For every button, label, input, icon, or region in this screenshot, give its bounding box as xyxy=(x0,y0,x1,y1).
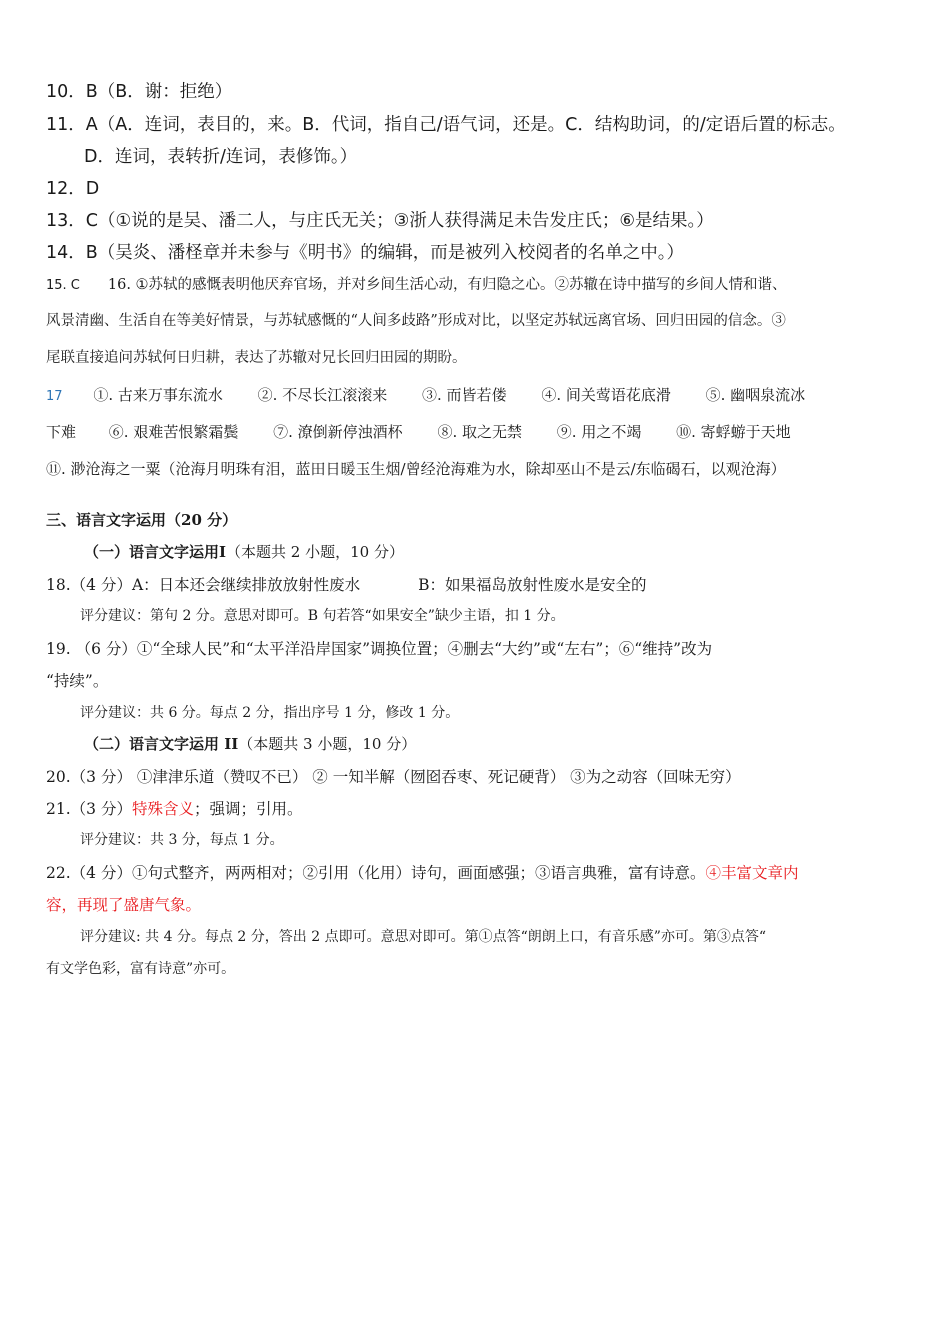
answer-19-line1: 19. （6 分）①“全球人民”和“太平洋沿岸国家”调换位置；④删去“大约”或“左右”；⑥“维持”改为 xyxy=(46,640,713,658)
answer-22-line1 xyxy=(46,861,798,883)
part1-title: （一）语言文字运用Ⅰ xyxy=(84,543,227,561)
answer-13: 13．C（①说的是吴、潘二人，与庄氏无关；③浙人获得满足未告发庄氏；⑥是结果。） xyxy=(46,211,714,231)
answer-22-note-line1: 评分建议: 共 4 分。每点 2 分，答出 2 点即可。意思对即可。第①点答“朗朗上口，有音乐感”亦可。第③点答“ xyxy=(80,929,767,945)
answer-21-rest: ；强调；引用。 xyxy=(193,800,303,818)
answer-17-line1 xyxy=(46,384,805,405)
answer-17-item: ⑤. 幽咽泉流冰 xyxy=(705,386,806,404)
answer-14: 14．B（吴炎、潘柽章并未参与《明书》的编辑，而是被列入校阅者的名单之中。） xyxy=(46,243,685,263)
answer-17-item: ⑨. 用之不竭 xyxy=(556,423,642,441)
answer-17-item: ⑥. 艰难苦恨繁霜鬓 xyxy=(108,423,239,441)
answer-17-item: ⑦. 潦倒新停浊酒杯 xyxy=(273,423,403,441)
answer-17-item: ⑩. 寄蜉蝣于天地 xyxy=(676,423,791,441)
answer-17-item: ⑧. 取之无禁 xyxy=(437,423,522,441)
answer-22-highlight: ④丰富文章内 xyxy=(705,864,799,882)
answer-21-prefix: 21.（3 分） xyxy=(46,800,132,818)
answer-16-line2: 风景清幽、生活自在等美好情景，与苏轼感慨的“人间多歧路”形成对比，以坚定苏轼远离官场、回归田园的信念。③ xyxy=(46,313,786,329)
answer-21-note: 评分建议：共 3 分，每点 1 分。 xyxy=(80,832,284,848)
answer-15: 15. C xyxy=(46,278,80,293)
section-3-part1-heading xyxy=(84,541,404,562)
answer-11-line1: 11．A（A．连词，表目的，来。B．代词，指自己/语气词，还是。C．结构助词，的/定语后置的标志。 xyxy=(46,115,846,135)
answer-12: 12．D xyxy=(46,179,100,199)
answer-18-a: 18.（4 分）A：日本还会继续排放放射性废水 xyxy=(46,576,361,594)
answer-17-line2 xyxy=(46,421,791,442)
answer-22-line2: 容，再现了盛唐气象。 xyxy=(46,896,202,914)
answer-20: 20.（3 分） ①津津乐道（赞叹不已） ② 一知半解（囫囵吞枣、死记硬背） ③为之动容（回味无穷） xyxy=(46,768,741,786)
answer-21 xyxy=(46,797,302,819)
part1-subtitle: （本题共 2 小题，10 分） xyxy=(226,543,404,561)
answer-19-line2: “持续”。 xyxy=(46,672,109,690)
part2-subtitle: （本题共 3 小题，10 分） xyxy=(238,735,417,753)
answer-17-item: ①. 古来万事东流水 xyxy=(93,386,223,404)
answer-18-b: B：如果福岛放射性废水是安全的 xyxy=(418,576,647,594)
answer-11-line2: D．连词，表转折/连词，表修饰。） xyxy=(84,147,358,167)
answer-17-line3: ⑪. 渺沧海之一粟（沧海月明珠有泪，蓝田日暖玉生烟/曾经沧海难为水，除却巫山不是云/东临碣石，以观沧海） xyxy=(46,460,786,478)
answer-17-item: ③. 而皆若偻 xyxy=(421,386,507,404)
answer-18-note: 评分建议：第句 2 分。意思对即可。B 句若答“如果安全”缺少主语，扣 1 分。 xyxy=(80,608,565,624)
answer-15-16-line1 xyxy=(46,273,787,294)
answer-21-highlight: 特殊含义 xyxy=(131,800,194,818)
answer-22-note-line2: 有文学色彩，富有诗意”亦可。 xyxy=(46,961,236,977)
answer-22-text: 22.（4 分）①句式整齐，两两相对；②引用（化用）诗句，画面感强；③语言典雅，富有诗意。 xyxy=(46,864,706,882)
answer-17-item: ④. 间关莺语花底滑 xyxy=(541,386,671,404)
answer-18 xyxy=(46,573,647,595)
answer-10: 10．B（B．谢：拒绝） xyxy=(46,82,233,102)
section-3-part2-heading xyxy=(84,733,416,754)
answer-16-line3: 尾联直接追问苏轼何日归耕，表达了苏辙对兄长回归田园的期盼。 xyxy=(46,350,467,366)
answer-17-item: 下难 xyxy=(46,423,77,441)
answer-17-item: ②. 不尽长江滚滚来 xyxy=(257,386,388,404)
part2-title: （二）语言文字运用 II xyxy=(84,735,239,753)
answer-19-note: 评分建议：共 6 分。每点 2 分，指出序号 1 分，修改 1 分。 xyxy=(80,705,460,721)
answer-16-line1: 16. ①苏轼的感慨表明他厌弃官场，并对乡间生活心动，有归隐之心。②苏辙在诗中描写的乡间人情和谐、 xyxy=(107,277,787,293)
section-3-title: 三、语言文字运用（20 分） xyxy=(46,511,238,529)
answer-17-number: 17 xyxy=(46,389,63,404)
